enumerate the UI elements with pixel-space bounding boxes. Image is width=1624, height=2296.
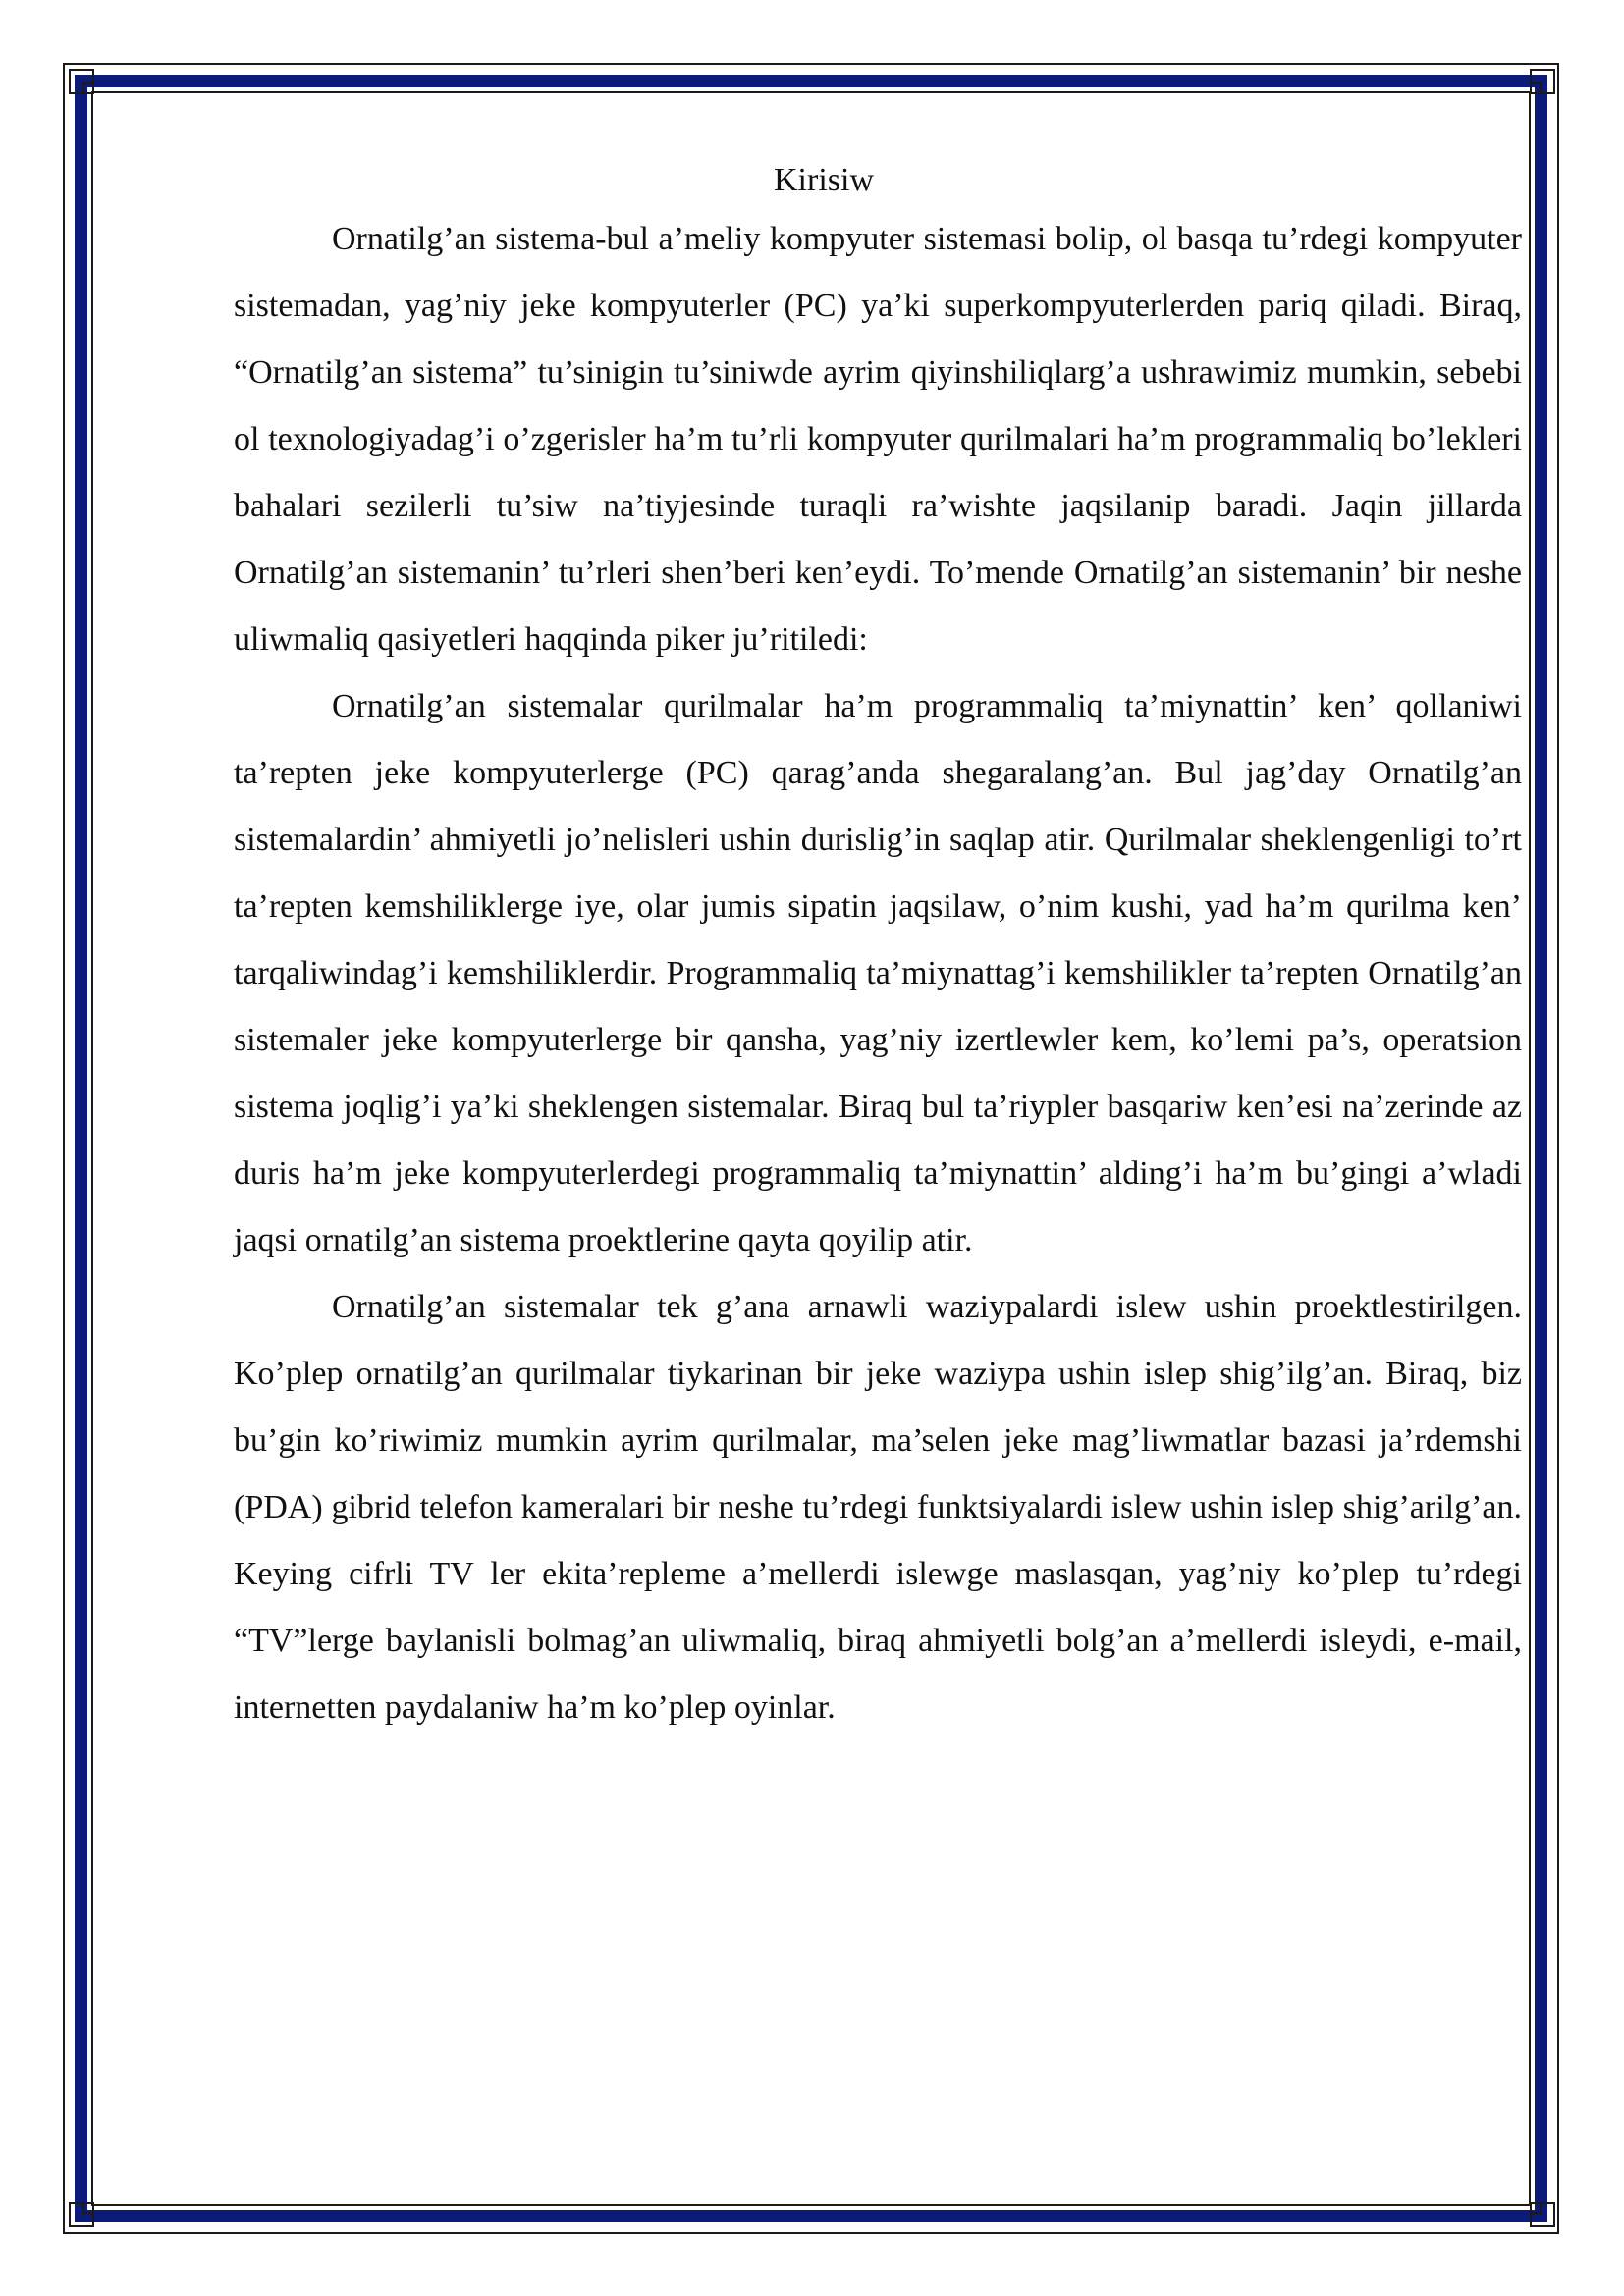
corner-ornament-top-right — [1530, 69, 1555, 94]
page-title: Kirisiw — [774, 162, 874, 198]
corner-ornament-bottom-left — [69, 2202, 94, 2227]
document-body — [234, 155, 1522, 1741]
paragraph: Ornatilg’an sistema-bul a’meliy kompyuter sistemasi bolip, ol basqa tu’rdegi kompyuter sistemadan, yag’niy jeke kompyuterler (PC) ya’ki superkompyuterlerden pariq qiladi. Biraq, “Ornatilg’an sistema” tu’sinigin tu’siniwde ayrim qiyinshiliqlarg’a ushrawimiz mumkin, sebebi ol texnologiyadag’i o’zgerisler ha’m tu’rli kompyuter qurilmalari ha’m programmaliq bo’lekleri bahalari sezilerli tu’siw na’tiyjesinde turaqli ra’wishte jaqsilanip baradi. Jaqin jillarda Ornatilg’an sistemanin’ tu’rleri shen’beri ken’eydi. To’mende Ornatilg’an sistemanin’ bir neshe uliwmaliq qasiyetleri haqqinda piker ju’ritiledi: — [234, 221, 1522, 658]
paragraph: Ornatilg’an sistemalar tek g’ana arnawli waziypalardi islew ushin proektlestirilgen. Ko’plep ornatilg’an qurilmalar tiykarinan bir jeke waziypa ushin islep shig’ilg’an. Biraq, biz bu’gin ko’riwimiz mumkin ayrim qurilmalar, ma’selen jeke mag’liwmatlar bazasi ja’rdemshi (PDA) gibrid telefon kameralari bir neshe tu’rdegi funktsiyalardi islew ushin islep shig’arilg’an. Keying cifrli TV ler ekita’repleme a’mellerdi islewge maslasqan, yag’niy ko’plep tu’rdegi “TV”lerge baylanisli bolmag’an uliwmaliq, biraq ahmiyetli bolg’an a’mellerdi isleydi, e-mail, internetten paydalaniw ha’m ko’plep oyinlar. — [234, 1289, 1522, 1726]
paragraph: Ornatilg’an sistemalar qurilmalar ha’m programmaliq ta’miynattin’ ken’ qollaniwi ta’repten jeke kompyuterlerge (PC) qarag’anda shegaralang’an. Bul jag’day Ornatilg’an sistemalardin’ ahmiyetli jo’nelisleri ushin durislig’in saqlap atir. Qurilmalar sheklengenligi to’rt ta’repten kemshiliklerge iye, olar jumis sipatin jaqsilaw, o’nim kushi, yad ha’m qurilma ken’ tarqaliwindag’i kemshiliklerdir. Programmaliq ta’miynattag’i kemshilikler ta’repten Ornatilg’an sistemaler jeke kompyuterlerge bir qansha, yag’niy izertlewler kem, ko’lemi pa’s, operatsion sistema joqlig’i ya’ki sheklengen sistemalar. Biraq bul ta’riypler basqariw ken’esi na’zerinde az duris ha’m jeke kompyuterlerdegi programmaliq ta’miynattin’ alding’i ha’m bu’gingi a’wladi jaqsi ornatilg’an sistema proektlerine qayta qoyilip atir. — [234, 688, 1522, 1258]
corner-ornament-bottom-right — [1530, 2202, 1555, 2227]
corner-ornament-top-left — [69, 69, 94, 94]
